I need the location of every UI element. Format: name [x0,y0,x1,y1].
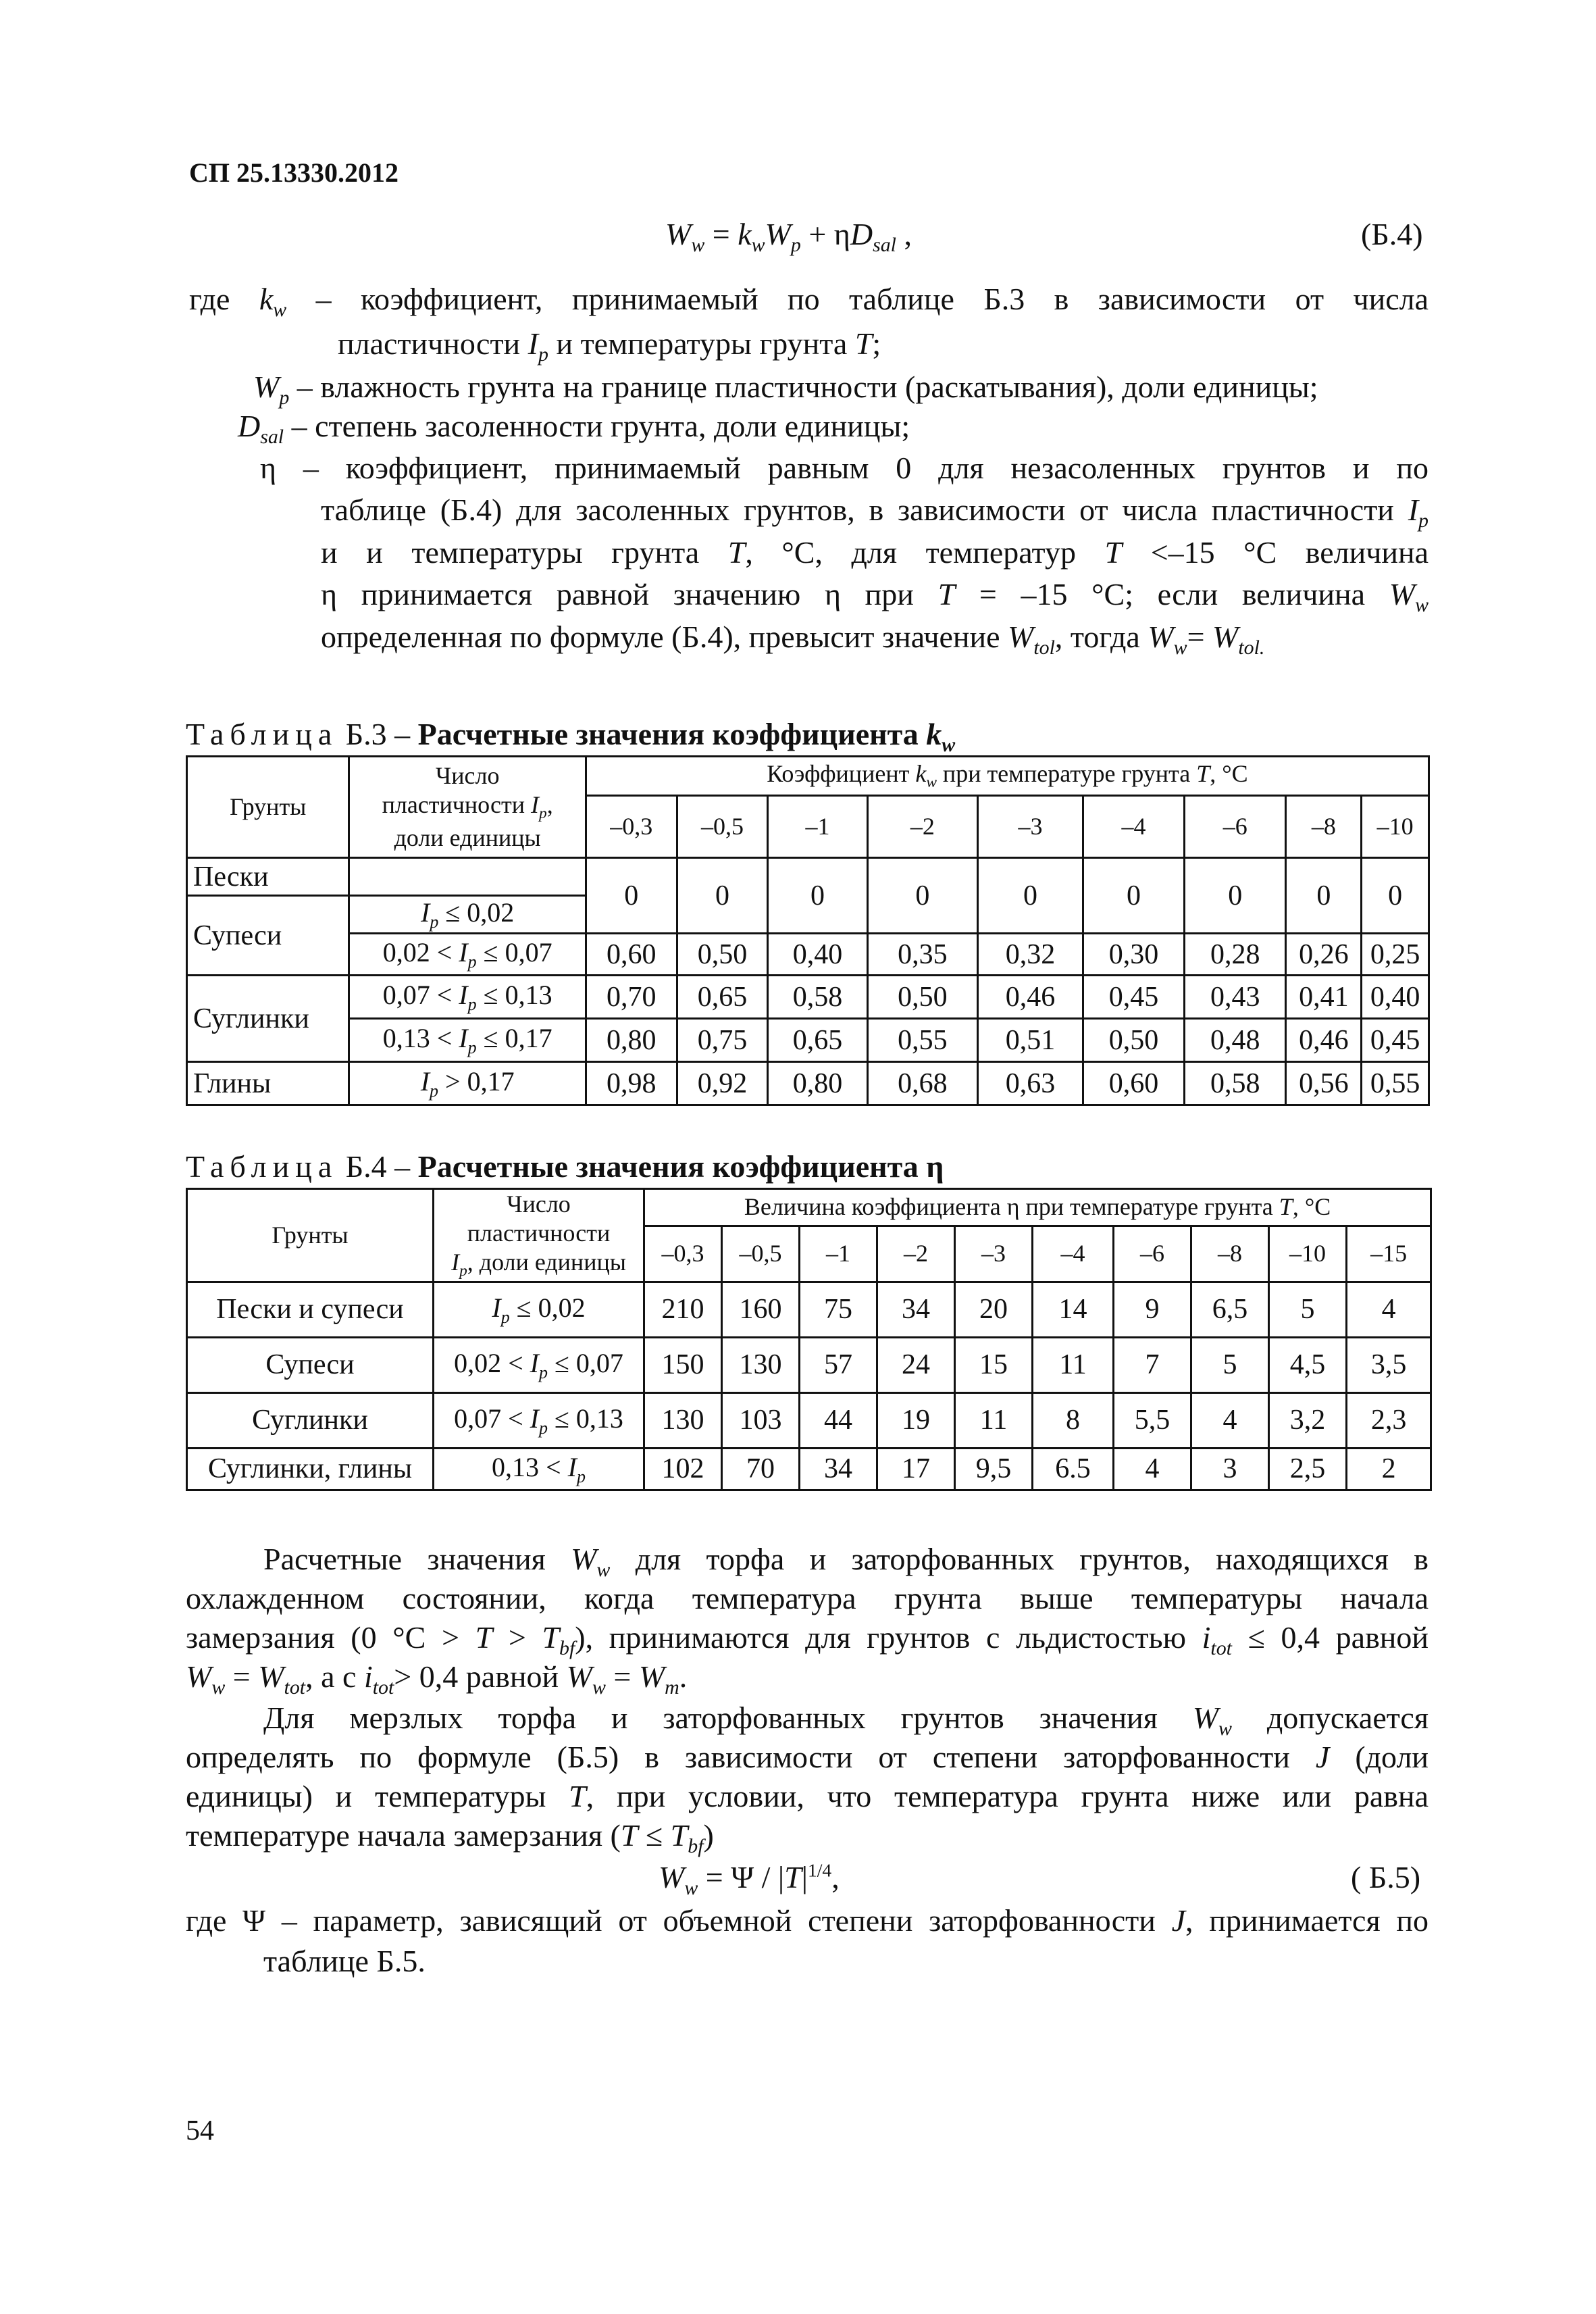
b3-cell: 0,48 [1185,1019,1286,1062]
b3-cell: 0,46 [1286,1019,1362,1062]
b3-cell: 0 [677,858,768,934]
b3-cell: 0,68 [867,1062,978,1105]
para1-line4: $W_w = W_{tot}$, а с $i_{tot}> 0,4$ равной $W_w = W_m$. [186,1659,688,1699]
para2-line2: определять по формуле (Б.5) в зависимости от степени заторфованности J (доли [186,1740,1429,1774]
b3-temp-cell: –6 [1185,796,1286,858]
b4-cell: 160 [722,1282,800,1337]
b3-cell: 0 [586,858,677,934]
b4-cell: 14 [1033,1282,1114,1337]
b3-cell: 0,25 [1362,934,1429,976]
b4-cell: 130 [644,1392,722,1448]
b3-cell: 0,50 [677,934,768,976]
b4-cell: 102 [644,1448,722,1490]
b4-ip: $0,02 < I_p \le 0,07$ [434,1337,644,1392]
b4-temp-cell: –0,5 [722,1226,800,1282]
b3-ip-empty [349,858,586,896]
b4-cell: 57 [800,1337,877,1392]
where-eta-line5: определенная по формуле (Б.4), превысит значение $W_{tol}$, тогда $W_w= W_{tol.}$ [321,620,1265,659]
b4-cell: 34 [800,1448,877,1490]
b3-cell: 0,51 [978,1019,1083,1062]
b3-cell: 0,55 [1362,1062,1429,1105]
b4-soil: Супеси [187,1337,434,1392]
b3-soil-sand: Пески [187,858,349,896]
b3-temp-cell: –2 [867,796,978,858]
para1-line1: Расчетные значения $W_w$ для торфа и заторфованных грунтов, находящихся в [263,1542,1429,1582]
b4-cell: 3,5 [1347,1337,1431,1392]
b4-cell: 44 [800,1392,877,1448]
b3-cell: 0,41 [1286,976,1362,1019]
b3-ip-r4: $0,13 < I_p \le 0,17$ [349,1019,586,1062]
b3-ip-r2: $0,02 < I_p \le 0,07$ [349,934,586,976]
where-psi-line2: таблице Б.5. [263,1944,426,1978]
b3-cell: 0 [1083,858,1184,934]
b3-cell: 0 [1286,858,1362,934]
b3-cell: 0 [1362,858,1429,934]
b3-cell: 0,80 [586,1019,677,1062]
b4-cell: 11 [1033,1337,1114,1392]
para1-line2: охлажденном состоянии, когда температура грунта выше температуры начала [186,1581,1428,1615]
b4-cell: 5 [1269,1282,1347,1337]
b3-cell: 0,32 [978,934,1083,976]
b3-cell: 0 [867,858,978,934]
b4-cell: 19 [877,1392,955,1448]
b4-cell: 24 [877,1337,955,1392]
b4-head-coef: Величина коэффициента η при температуре грунта T, °С [644,1189,1431,1226]
b3-cell: 0,56 [1286,1062,1362,1105]
b3-soil-clay: Глины [187,1062,349,1105]
b4-soil: Пески и супеси [187,1282,434,1337]
b3-cell: 0,26 [1286,934,1362,976]
b4-cell: 4 [1347,1282,1431,1337]
b4-cell: 150 [644,1337,722,1392]
b3-soil-loam: Суглинки [187,976,349,1062]
b4-cell: 5 [1191,1337,1269,1392]
b3-cell: 0,63 [978,1062,1083,1105]
where-dsal: $D_{sal}$ – степень засоленности грунта, доли единицы; [238,409,910,449]
where-kw-line2: пластичности $I_p$ и температуры грунта T; [338,326,881,366]
b4-cell: 4 [1114,1448,1191,1490]
b3-temp-cell: –4 [1083,796,1184,858]
b3-cell: 0,70 [586,976,677,1019]
b3-cell: 0,80 [768,1062,867,1105]
b3-cell: 0 [1185,858,1286,934]
b3-cell: 0,75 [677,1019,768,1062]
b4-cell: 5,5 [1114,1392,1191,1448]
formula-b4-label: (Б.4) [1361,217,1423,251]
table-b4 [186,1188,1432,1491]
where-wp: $W_p$ – влажность грунта на границе пластичности (раскатывания), доли единицы; [253,370,1318,409]
table-b4-caption: Таблица Б.4 – Расчетные значения коэффициента η [186,1149,944,1184]
formula-b5: $W_w = \Psi / |T|^{1/4}$, [659,1859,840,1900]
b3-soil-sandy-loam: Супеси [187,896,349,976]
b4-soil: Суглинки [187,1392,434,1448]
b3-cell: 0,50 [867,976,978,1019]
where-eta-line3: и и температуры грунта T, °С, для температур T <–15 °С величина [321,535,1429,570]
b3-cell: 0,50 [1083,1019,1184,1062]
b4-cell: 210 [644,1282,722,1337]
b3-temp-cell: –3 [978,796,1083,858]
b4-cell: 6.5 [1033,1448,1114,1490]
where-eta-line2: таблице (Б.4) для засоленных грунтов, в зависимости от числа пластичности $I_p$ [321,493,1428,532]
b4-ip: $0,13 < I_p$ [434,1448,644,1490]
b4-temp-cell: –1 [800,1226,877,1282]
b3-ip-r1: $I_p \le 0,02$ [349,896,586,934]
para2-line4: температуре начала замерзания $(T \le T_{bf})$ [186,1818,714,1858]
b3-cell: 0 [978,858,1083,934]
b3-cell: 0,55 [867,1019,978,1062]
b3-ip-r3: $0,07 < I_p \le 0,13$ [349,976,586,1019]
b3-temp-cell: –1 [768,796,867,858]
b3-cell: 0,60 [1083,1062,1184,1105]
where-eta-line4: η принимается равной значению η при T = –15 °С; если величина $W_w$ [321,577,1429,617]
b4-soil: Суглинки, глины [187,1448,434,1490]
b4-cell: 130 [722,1337,800,1392]
b3-cell: 0 [768,858,867,934]
b3-cell: 0,98 [586,1062,677,1105]
page-number: 54 [186,2115,214,2146]
b4-cell: 34 [877,1282,955,1337]
b3-cell: 0,40 [768,934,867,976]
b4-cell: 11 [955,1392,1033,1448]
b4-cell: 2 [1347,1448,1431,1490]
b3-cell: 0,43 [1185,976,1286,1019]
b4-cell: 4,5 [1269,1337,1347,1392]
where-kw-line1: где $k_w$ – коэффициент, принимаемый по таблице Б.3 в зависимости от числа [189,282,1429,322]
b3-cell: 0,58 [768,976,867,1019]
b4-cell: 4 [1191,1392,1269,1448]
b4-cell: 7 [1114,1337,1191,1392]
b4-cell: 2,3 [1347,1392,1431,1448]
b4-ip: $0,07 < I_p \le 0,13$ [434,1392,644,1448]
b3-cell: 0,58 [1185,1062,1286,1105]
b4-cell: 20 [955,1282,1033,1337]
b3-temp-cell: –0,3 [586,796,677,858]
para2-line1: Для мерзлых торфа и заторфованных грунтов значения $W_w$ допускается [263,1701,1429,1740]
b4-cell: 75 [800,1282,877,1337]
b3-cell: 0,28 [1185,934,1286,976]
b3-temp-cell: –10 [1362,796,1429,858]
table-b3 [186,755,1430,1106]
b3-cell: 0,35 [867,934,978,976]
b4-temp-cell: –6 [1114,1226,1191,1282]
b4-cell: 9,5 [955,1448,1033,1490]
formula-b5-label: ( Б.5) [1351,1860,1421,1894]
b3-cell: 0,92 [677,1062,768,1105]
formula-b4: $W_w = k_wW_p + \eta D_{sal}$ , [665,217,912,257]
b3-cell: 0,45 [1083,976,1184,1019]
b3-cell: 0,65 [768,1019,867,1062]
b3-temp-cell: –8 [1286,796,1362,858]
b4-cell: 6,5 [1191,1282,1269,1337]
b3-cell: 0,46 [978,976,1083,1019]
b4-cell: 9 [1114,1282,1191,1337]
b3-cell: 0,40 [1362,976,1429,1019]
b4-cell: 103 [722,1392,800,1448]
where-eta-line1: η – коэффициент, принимаемый равным 0 для незасоленных грунтов и по [260,451,1428,485]
b4-temp-cell: –10 [1269,1226,1347,1282]
table-b3-caption: Таблица Б.3 – Расчетные значения коэффициента $k_w$ [186,717,956,757]
document-code: СП 25.13330.2012 [189,157,398,188]
b3-ip-r5: $I_p > 0,17$ [349,1062,586,1105]
b4-cell: 17 [877,1448,955,1490]
para1-line3: замерзания (0 $^\circ С > T > T_{bf}$), принимаются для грунтов с льдистостью $i_{tot} \le 0,4$ равной [186,1620,1429,1660]
b4-temp-cell: –2 [877,1226,955,1282]
b4-cell: 70 [722,1448,800,1490]
b3-cell: 0,45 [1362,1019,1429,1062]
b3-head-ip: Число пластичности $I_p$, доли единицы [349,757,586,858]
b4-temp-cell: –4 [1033,1226,1114,1282]
b3-head-soil: Грунты [187,757,349,858]
b4-temp-cell: –0,3 [644,1226,722,1282]
b3-cell: 0,60 [586,934,677,976]
b4-cell: 15 [955,1337,1033,1392]
b4-temp-cell: –8 [1191,1226,1269,1282]
para2-line3: единицы) и температуры T, при условии, что температура грунта ниже или равна [186,1779,1429,1813]
b4-cell: 3 [1191,1448,1269,1490]
b4-ip: $I_p \le 0,02$ [434,1282,644,1337]
b4-temp-cell: –3 [955,1226,1033,1282]
b4-temp-cell: –15 [1347,1226,1431,1282]
b4-head-ip: Число пластичности $I_p$, доли единицы [434,1189,644,1282]
b4-cell: 2,5 [1269,1448,1347,1490]
b3-cell: 0,65 [677,976,768,1019]
b3-cell: 0,30 [1083,934,1184,976]
where-psi-line1: где Ψ – параметр, зависящий от объемной степени заторфованности J, принимается по [186,1903,1428,1938]
b4-head-soil: Грунты [187,1189,434,1282]
b4-cell: 3,2 [1269,1392,1347,1448]
b3-temp-cell: –0,5 [677,796,768,858]
b4-cell: 8 [1033,1392,1114,1448]
b3-head-coef: Коэффициент $k_w$ при температуре грунта T, °С [586,757,1428,796]
